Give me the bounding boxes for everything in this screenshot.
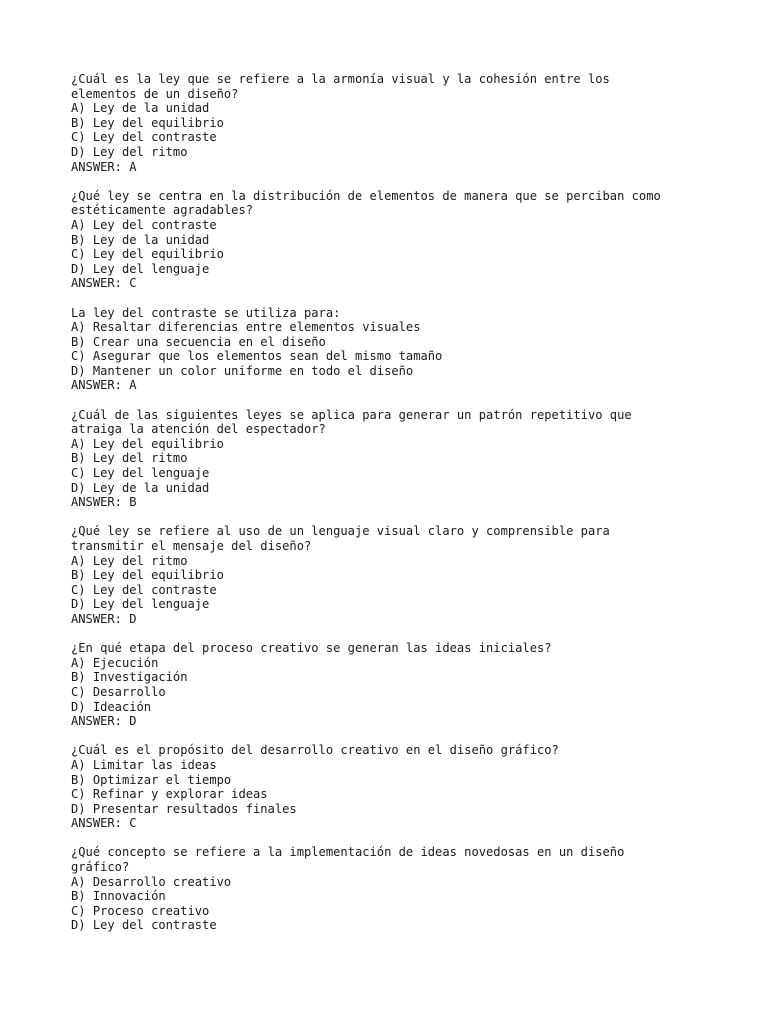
option-a: A) Resaltar diferencias entre elementos visuales xyxy=(71,320,421,335)
option-a: A) Ley del ritmo xyxy=(71,553,188,568)
option-d: D) Ley de la unidad xyxy=(71,480,210,495)
option-a: A) Limitar las ideas xyxy=(71,757,217,772)
question-block-3 xyxy=(71,306,761,394)
option-c: C) Ley del contraste xyxy=(71,582,217,597)
option-c: C) Refinar y explorar ideas xyxy=(71,787,268,802)
option-d: D) Mantener un color uniforme en todo el diseño xyxy=(71,363,414,378)
option-b: B) Ley del equilibrio xyxy=(71,568,224,583)
option-d: D) Ley del lenguaje xyxy=(71,597,210,612)
option-a: A) Desarrollo creativo xyxy=(71,874,232,889)
question-block-2 xyxy=(71,189,761,291)
question-text: ¿En qué etapa del proceso creativo se generan las ideas iniciales? xyxy=(71,641,552,656)
question-text: ¿Cuál de las siguientes leyes se aplica para generar un patrón repetitivo que atraiga la atención del espectador? xyxy=(71,407,632,437)
answer-line: ANSWER: A xyxy=(71,159,137,174)
option-c: C) Proceso creativo xyxy=(71,903,210,918)
question-block-1 xyxy=(71,72,761,174)
option-b: B) Innovación xyxy=(71,889,166,904)
question-block-6 xyxy=(71,641,761,729)
question-block-4 xyxy=(71,408,761,510)
option-b: B) Ley del ritmo xyxy=(71,451,188,466)
option-c: C) Ley del lenguaje xyxy=(71,466,210,481)
question-text: ¿Qué concepto se refiere a la implementación de ideas novedosas en un diseño gráfico? xyxy=(71,845,625,875)
option-d: D) Ideación xyxy=(71,699,152,714)
question-text: ¿Cuál es la ley que se refiere a la armonía visual y la cohesión entre los elementos de un diseño? xyxy=(71,72,610,101)
option-c: C) Ley del contraste xyxy=(71,130,217,145)
option-a: A) Ley del equilibrio xyxy=(71,436,224,451)
option-b: B) Optimizar el tiempo xyxy=(71,772,232,787)
document-page xyxy=(71,72,761,948)
question-text: La ley del contraste se utiliza para: xyxy=(71,305,341,320)
answer-line: ANSWER: D xyxy=(71,714,137,729)
answer-line: ANSWER: B xyxy=(71,495,137,510)
question-block-7 xyxy=(71,743,761,831)
answer-line: ANSWER: D xyxy=(71,611,137,626)
answer-line: ANSWER: C xyxy=(71,276,137,291)
option-b: B) Ley del equilibrio xyxy=(71,115,224,130)
option-b: B) Ley de la unidad xyxy=(71,232,210,247)
answer-line: ANSWER: A xyxy=(71,378,137,393)
question-block-8 xyxy=(71,845,761,933)
question-block-5 xyxy=(71,524,761,626)
option-a: A) Ejecución xyxy=(71,655,159,670)
option-b: B) Investigación xyxy=(71,670,188,685)
option-c: C) Desarrollo xyxy=(71,684,166,699)
question-text: ¿Qué ley se centra en la distribución de elementos de manera que se perciban como estéticamente agradables? xyxy=(71,188,661,218)
answer-line: ANSWER: C xyxy=(71,816,137,831)
option-d: D) Presentar resultados finales xyxy=(71,801,297,816)
option-a: A) Ley del contraste xyxy=(71,217,217,232)
option-a: A) Ley de la unidad xyxy=(71,101,210,116)
option-d: D) Ley del lenguaje xyxy=(71,261,210,276)
option-c: C) Ley del equilibrio xyxy=(71,247,224,262)
option-b: B) Crear una secuencia en el diseño xyxy=(71,334,326,349)
option-d: D) Ley del contraste xyxy=(71,918,217,933)
option-c: C) Asegurar que los elementos sean del mismo tamaño xyxy=(71,349,443,364)
question-text: ¿Qué ley se refiere al uso de un lenguaje visual claro y comprensible para transmitir el mensaje del diseño? xyxy=(71,524,610,553)
question-text: ¿Cuál es el propósito del desarrollo creativo en el diseño gráfico? xyxy=(71,743,559,758)
option-d: D) Ley del ritmo xyxy=(71,144,188,159)
